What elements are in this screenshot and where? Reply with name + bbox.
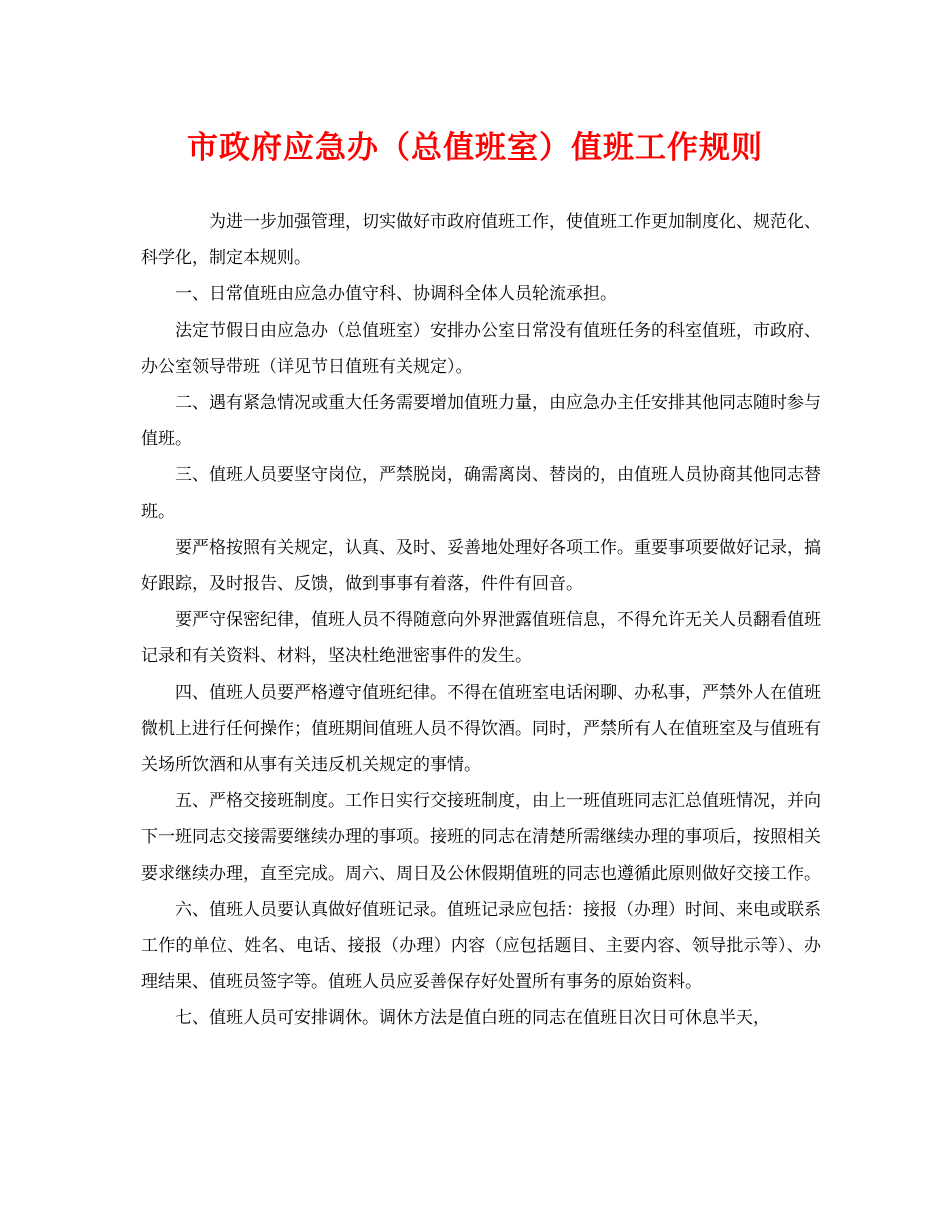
paragraph-rule-6: 六、值班人员要认真做好值班记录。值班记录应包括：接报（办理）时间、来电或联系工作的单位、姓名、电话、接报（办理）内容（应包括题目、主要内容、领导批示等）、办理结果、值班员签字等。值班人员应妥善保存好处置所有事务的原始资料。 — [141, 899, 821, 993]
paragraph-rule-2: 二、遇有紧急情况或重大任务需要增加值班力量，由应急办主任安排其他同志随时参与值班。 — [141, 393, 821, 450]
paragraph-rule-3-confidentiality: 要严守保密纪律，值班人员不得随意向外界泄露值班信息，不得允许无关人员翻看值班记录和有关资料、材料，坚决杜绝泄密事件的发生。 — [141, 610, 821, 667]
paragraph-rule-3-handling: 要严格按照有关规定，认真、及时、妥善地处理好各项工作。重要事项要做好记录，搞好跟踪，及时报告、反馈，做到事事有着落，件件有回音。 — [141, 537, 821, 595]
paragraph-rule-3: 三、值班人员要坚守岗位，严禁脱岗，确需离岗、替岗的，由值班人员协商其他同志替班。 — [141, 465, 821, 522]
paragraph-rule-1-holiday: 法定节假日由应急办（总值班室）安排办公室日常没有值班任务的科室值班，市政府、办公室领导带班（详见节日值班有关规定）。 — [141, 320, 821, 377]
document-body — [141, 204, 821, 1037]
paragraph-rule-5: 五、严格交接班制度。工作日实行交接班制度，由上一班值班同志汇总值班情况，并向下一班同志交接需要继续办理的事项。接班的同志在清楚所需继续办理的事项后，按照相关要求继续办理，直至完成。周六、周日及公休假期值班的同志也遵循此原则做好交接工作。 — [141, 791, 821, 884]
page-title: 市政府应急办（总值班室）值班工作规则 — [187, 130, 763, 166]
paragraph-intro: 为进一步加强管理，切实做好市政府值班工作，使值班工作更加制度化、规范化、科学化，制定本规则。 — [141, 212, 821, 269]
paragraph-rule-1: 一、日常值班由应急办值守科、协调科全体人员轮流承担。 — [175, 284, 617, 305]
paragraph-rule-4: 四、值班人员要严格遵守值班纪律。不得在值班室电话闲聊、办私事，严禁外人在值班微机上进行任何操作；值班期间值班人员不得饮酒。同时，严禁所有人在值班室及与值班有关场所饮酒和从事有关违反机关规定的事情。 — [141, 682, 821, 776]
paragraph-rule-7: 七、值班人员可安排调休。调休方法是值白班的同志在值班日次日可休息半天， — [175, 1008, 770, 1029]
